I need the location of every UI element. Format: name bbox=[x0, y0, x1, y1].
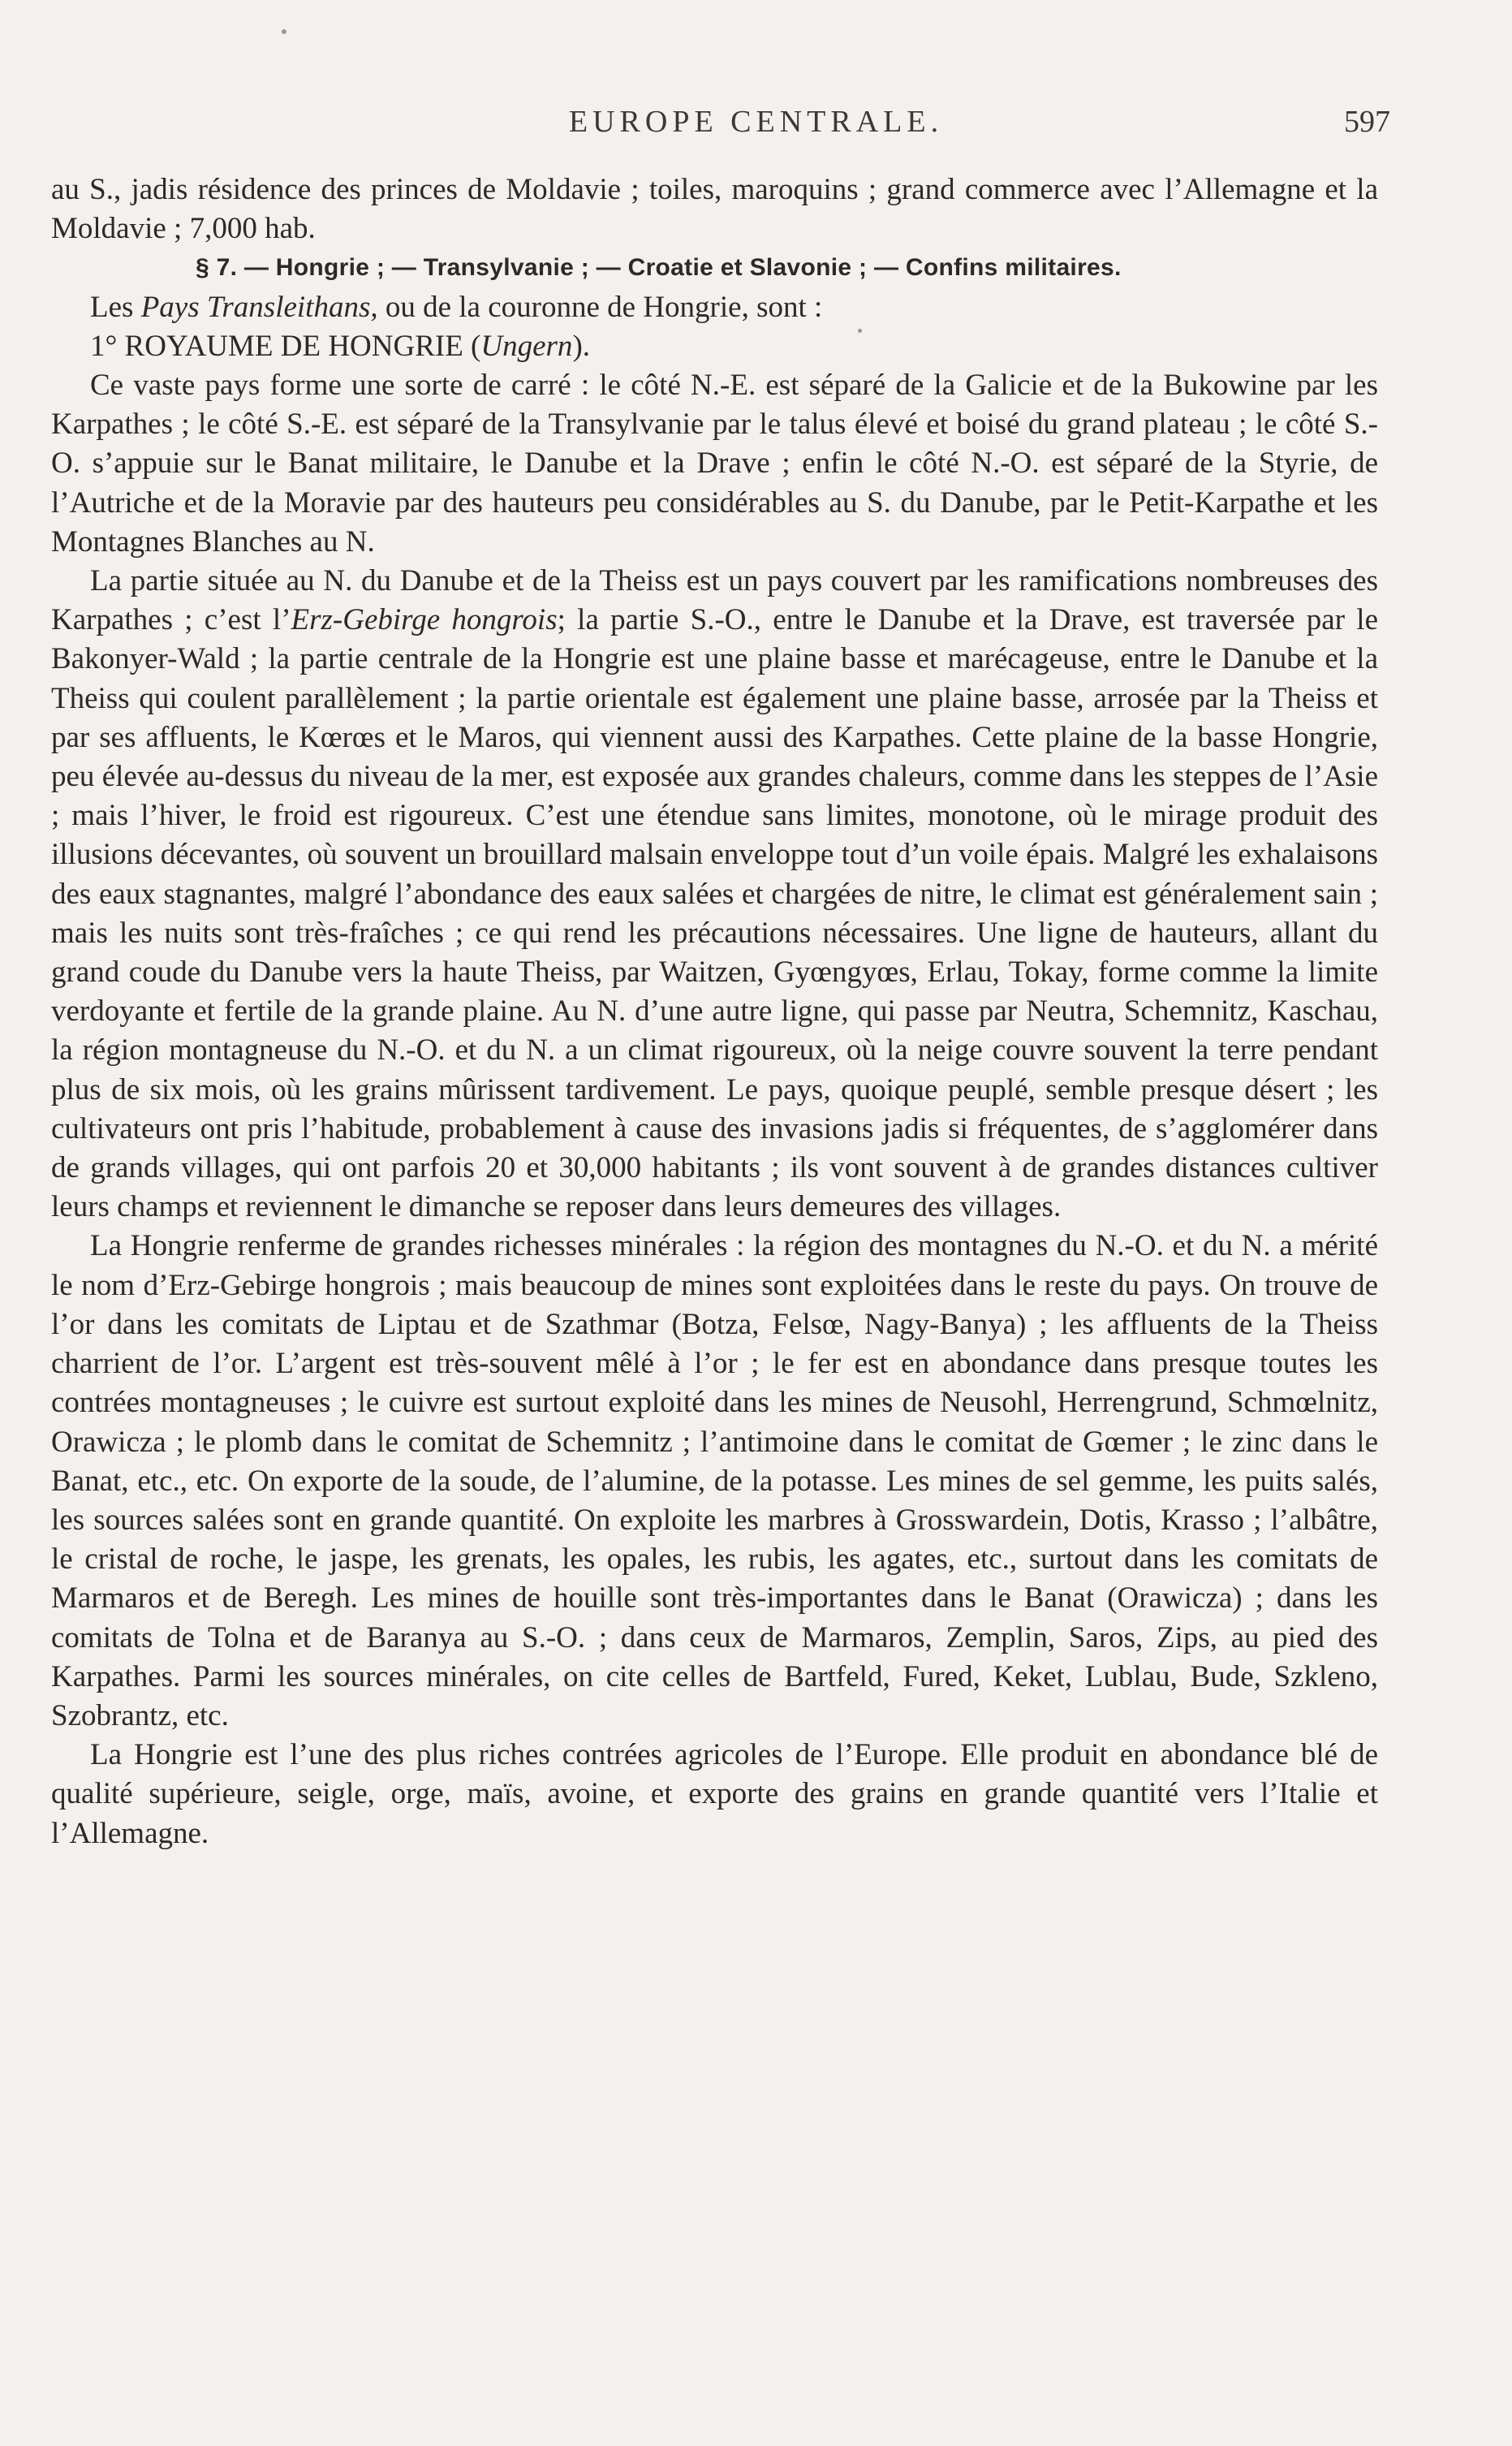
page-number: 597 bbox=[1344, 105, 1390, 139]
regions-paragraph bbox=[51, 562, 1378, 1227]
continued-paragraph: au S., jadis résidence des princes de Moldavie ; toiles, maroquins ; grand commerce avec l’Allemagne et la Moldavie ; 7,000 hab. bbox=[51, 173, 1378, 246]
page-header bbox=[0, 104, 1512, 153]
italic-term: Pays Transleithans, bbox=[140, 290, 378, 324]
text-run: ; la partie S.-O., entre le Danube et la Drave, est traversée par le Bakonyer-Wald ; la partie centrale de la Hongrie est une plaine basse et marécageuse, entre le Danube et la Theiss qui coulent parallèlement ; la partie orientale est également une plaine basse, arrosée par la Theiss et par ses affluents, le Kœrœs et le Maros, qui viennent aussi des Karpathes. Cette plaine de la basse Hongrie, peu élevée au-dessus du niveau de la mer, est exposée aux grandes chaleurs, comme dans les steppes de l’Asie ; mais l’hiver, le froid est rigoureux. C’est une étendue sans limites, monotone, où le mirage produit des illusions décevantes, où souvent un brouillard malsain enveloppe tout d’un voile épais. Malgré les exhalaisons des eaux stagnantes, malgré l’abondance des eaux salées et chargées de nitre, le climat est généralement sain ; mais les nuits sont très-fraîches ; ce qui rend les précautions nécessaires. Une ligne de hauteurs, allant du grand coude du Danube vers la haute Theiss, par Waitzen, Gyœngyœs, Erlau, Tokay, forme comme la limite verdoyante et fertile de la grande plaine. Au N. d’une autre ligne, qui passe par Neutra, Schemnitz, Kaschau, la région montagneuse du N.-O. et du N. a un climat rigoureux, où la neige couvre souvent la terre pendant plus de six mois, où les grains mûrissent tardivement. Le pays, quoique peuplé, semble presque désert ; les cultivateurs ont pris l’habitude, probablement à cause des invasions jadis si fréquentes, de s’agglomérer dans de grands villages, qui ont parfois 20 et 30,000 habitants ; ils vont souvent à de grandes distances cultiver leurs champs et reviennent le dimanche se reposer dans leurs demeures des villages. bbox=[51, 603, 1379, 1224]
print-speck bbox=[282, 29, 286, 34]
italic-term: Erz-Gebirge hongrois bbox=[291, 603, 558, 637]
text-run: Les bbox=[90, 290, 141, 324]
page-body bbox=[51, 170, 1378, 1853]
running-title: EUROPE CENTRALE. bbox=[568, 105, 944, 139]
text-run: ). bbox=[572, 329, 591, 363]
intro-paragraph bbox=[51, 288, 1378, 327]
text-run: La partie située au N. du Danube et de la Theiss est un pays couvert par les ramifications nombreuses des Karpathes ; c’est l’ bbox=[51, 564, 1378, 637]
text-run: ou de la couronne de Hongrie, sont : bbox=[377, 290, 823, 324]
minerals-paragraph: La Hongrie renferme de grandes richesses minérales : la région des montagnes du N.-O. et du N. a mérité le nom d’Erz-Gebirge hongrois ; mais beaucoup de mines sont exploitées dans le reste du pays. On trouve de l’or dans les comitats de Liptau et de Szathmar (Botza, Felsœ, Nagy-Banya) ; les affluents de la Theiss charrient de l’or. L’argent est très-souvent mêlé à l’or ; le fer est en abondance dans presque toutes les contrées montagneuses ; le cuivre est surtout exploité dans les mines de Neusohl, Herrengrund, Schmœlnitz, Orawicza ; le plomb dans le comitat de Schemnitz ; l’antimoine dans le comitat de Gœmer ; le zinc dans le Banat, etc., etc. On exporte de la soude, de l’alumine, de la potasse. Les mines de sel gemme, les puits salés, les sources salées sont en grande quantité. On exploite les marbres à Grosswardein, Dotis, Krasso ; l’albâtre, le cristal de roche, le jaspe, les grenats, les opales, les rubis, les agates, etc., surtout dans les comitats de Marmaros et de Beregh. Les mines de houille sont très-importantes dans le Banat (Orawicza) ; dans les comitats de Tolna et de Baranya au S.-O. ; dans ceux de Marmaros, Zemplin, Saros, Zips, au pied des Karpathes. Parmi les sources minérales, on cite celles de Bartfeld, Fured, Keket, Lublau, Bude, Szkleno, Szobrantz, etc. bbox=[51, 1229, 1378, 1732]
text-run: 1° ROYAUME DE HONGRIE ( bbox=[90, 329, 481, 363]
kingdom-heading bbox=[51, 327, 1378, 366]
section-heading: § 7. — Hongrie ; — Transylvanie ; — Croatie et Slavonie ; — Confins militaires. bbox=[196, 254, 1122, 282]
italic-term: Ungern bbox=[480, 329, 573, 363]
geography-paragraph: Ce vaste pays forme une sorte de carré : le côté N.-E. est séparé de la Galicie et de la Bukowine par les Karpathes ; le côté S.-E. est séparé de la Transylvanie par le talus élevé et boisé du grand plateau ; le côté S.-O. s’appuie sur le Banat militaire, le Danube et la Drave ; enfin le côté N.-O. est séparé de la Styrie, de l’Autriche et de la Moravie par des hauteurs peu considérables au S. du Danube, par le Petit-Karpathe et les Montagnes Blanches au N. bbox=[51, 369, 1378, 559]
agriculture-paragraph: La Hongrie est l’une des plus riches contrées agricoles de l’Europe. Elle produit en abondance blé de qualité supérieure, seigle, orge, maïs, avoine, et exporte des grains en grande quantité vers l’Italie et l’Allemagne. bbox=[51, 1738, 1378, 1850]
